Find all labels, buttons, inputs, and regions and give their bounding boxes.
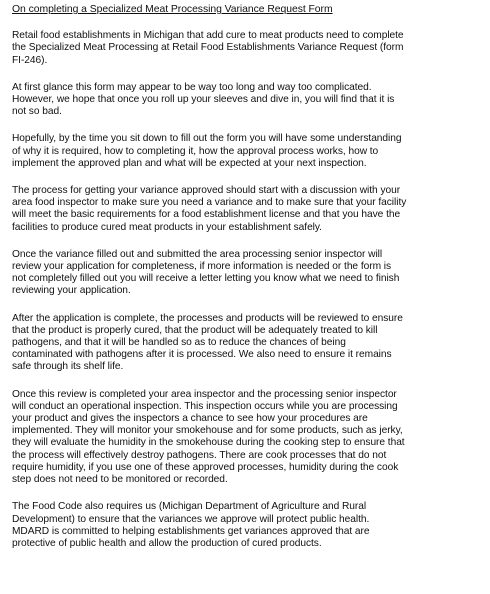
text-line: the Specialized Meat Processing at Retail Food Establishments Variance Request (form <box>12 42 404 54</box>
text-line: your product and gives the inspectors a chance to see how your procedures are <box>12 413 368 425</box>
text-line: step does not need to be monitored or recorded. <box>12 474 228 486</box>
text-line: the process will effectively destroy pathogens. There are cook processes that do not <box>12 449 387 461</box>
text-line: The Food Code also requires us (Michigan Department of Agriculture and Rural <box>12 501 367 513</box>
text-line: facilities to produce cured meat products in your establishment safely. <box>12 221 322 233</box>
paragraph-product-review <box>12 313 486 374</box>
text-line: After the application is complete, the processes and products will be reviewed to ensure <box>12 312 403 324</box>
paragraph-process-start <box>12 185 486 234</box>
paragraph-first-glance <box>12 82 486 119</box>
document-title: On completing a Specialized Meat Processing Variance Request Form <box>12 4 333 15</box>
text-line: pathogens, and that it will be handled so as to reduce the chances of being <box>12 337 346 349</box>
text-line: implemented. They will monitor your smokehouse and for some products, such as jerky, <box>12 425 403 437</box>
text-line: Once this review is completed your area inspector and the processing senior inspector <box>12 388 397 400</box>
text-line: will meet the basic requirements for a food establishment license and that you have the <box>12 209 401 221</box>
text-line: FI-246). <box>12 54 48 66</box>
paragraph-submission-review <box>12 249 486 298</box>
text-line: Development) to ensure that the variances we approve will protect public health. <box>12 513 370 525</box>
text-line: contaminated with pathogens after it is processed. We also need to ensure it remains <box>12 349 392 361</box>
text-line: that the product is properly cured, that the product will be adequately treated to kill <box>12 324 378 336</box>
text-line: not completely filled out you will receive a letter letting you know what we need to finish <box>12 273 400 285</box>
paragraph-intro <box>12 30 486 67</box>
text-line: area food inspector to make sure you need a variance and to make sure that your facility <box>12 197 407 209</box>
paragraph-operational-inspection <box>12 389 486 487</box>
text-line: will conduct an operational inspection. This inspection occurs while you are processing <box>12 400 398 412</box>
text-line: they will evaluate the humidity in the smokehouse during the cooking step to ensure that <box>12 437 405 449</box>
text-line: Hopefully, by the time you sit down to fill out the form you will have some understanding <box>12 133 402 145</box>
text-line: of why it is required, how to completing it, how the approval process works, how to <box>12 145 379 157</box>
text-line: However, we hope that once you roll up your sleeves and dive in, you will find that it is <box>12 94 395 106</box>
text-line: The process for getting your variance approved should start with a discussion with your <box>12 185 401 197</box>
document-page <box>12 4 486 565</box>
text-line: review your application for completeness, if more information is needed or the form is <box>12 261 392 273</box>
text-line: Retail food establishments in Michigan that add cure to meat products need to complete <box>12 30 404 42</box>
text-line: implement the approved plan and what will be expected at your next inspection. <box>12 157 367 169</box>
text-line: not so bad. <box>12 106 62 118</box>
text-line: safe through its shelf life. <box>12 361 124 373</box>
paragraph-understanding <box>12 133 486 170</box>
text-line: MDARD is committed to helping establishments get variances approved that are <box>12 525 370 537</box>
text-line: protective of public health and allow the production of cured products. <box>12 537 322 549</box>
text-line: reviewing your application. <box>12 285 131 297</box>
text-line: Once the variance filled out and submitted the area processing senior inspector will <box>12 248 383 260</box>
paragraph-food-code <box>12 501 486 550</box>
text-line: At first glance this form may appear to be way too long and way too complicated. <box>12 81 372 93</box>
text-line: require humidity, if you use one of these approved processes, humidity during the cook <box>12 461 399 473</box>
